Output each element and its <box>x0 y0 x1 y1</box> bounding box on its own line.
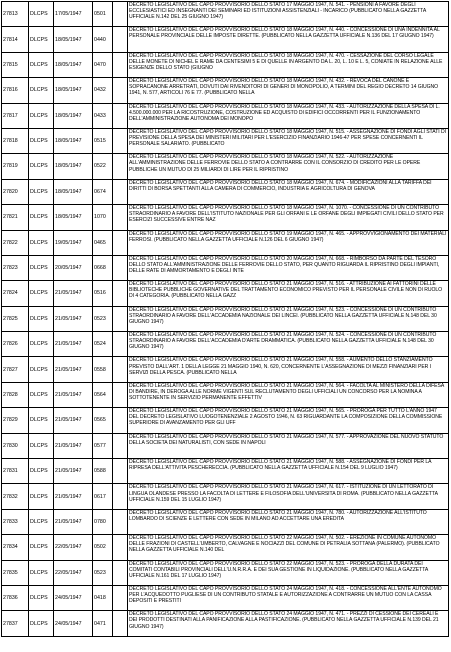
act-number: 0471 <box>93 611 113 636</box>
act-type: DLCPS <box>29 408 54 433</box>
blank-cell <box>113 382 128 407</box>
act-type: DLCPS <box>29 205 54 230</box>
blank-cell <box>113 230 128 255</box>
decree-description: DECRETO LEGISLATIVO DEL CAPO PROVVISORIO DELLO STATO 21 MAGGIO 1947, N. 524. - CONCESSIONE DI UN CONTRIBUTO STRAORDINARIO A FAVORE DELL'ACCADEMIA D'ARTE DRAMMATICA. (PUBBLICATO NELLA GAZZETTA UFFICIALE N.148 DEL 30 GIUGNO 1947) <box>128 332 449 357</box>
record-number: 27832 <box>2 484 29 509</box>
blank-cell <box>113 306 128 331</box>
table-row <box>2 230 449 255</box>
act-number: 0577 <box>93 433 113 458</box>
table-row <box>2 154 449 179</box>
table-row <box>2 509 449 534</box>
act-type: DLCPS <box>29 611 54 636</box>
act-date: 21/05/1947 <box>54 306 93 331</box>
decree-description: DECRETO LEGISLATIVO DEL CAPO PROVVISORIO DELLO STATO 21 MAGGIO 1947, N. 523. - CONCESSIONE DI UN CONTRIBUTO STRAORDINARIO A FAVORE DELL'ACCADEMIA NAZIONALE DEI LINCEI. (PUBBLICATO NELLA GAZZETTA UFFICIALE N.148 DEL 30 GIUGNO 1947) <box>128 306 449 331</box>
act-date: 18/05/1947 <box>54 27 93 52</box>
table-row <box>2 281 449 306</box>
act-date: 21/05/1947 <box>54 408 93 433</box>
blank-cell <box>113 154 128 179</box>
table-row <box>2 27 449 52</box>
table-row <box>2 128 449 153</box>
table-row <box>2 52 449 77</box>
act-number: 0440 <box>93 27 113 52</box>
act-date: 18/05/1947 <box>54 205 93 230</box>
record-number: 27823 <box>2 255 29 280</box>
act-type: DLCPS <box>29 509 54 534</box>
blank-cell <box>113 357 128 382</box>
act-date: 21/05/1947 <box>54 509 93 534</box>
record-number: 27825 <box>2 306 29 331</box>
act-date: 21/05/1947 <box>54 382 93 407</box>
act-number: 0470 <box>93 52 113 77</box>
table-row <box>2 357 449 382</box>
blank-cell <box>113 433 128 458</box>
act-number: 1070 <box>93 205 113 230</box>
act-number: 0668 <box>93 255 113 280</box>
act-number: 0780 <box>93 509 113 534</box>
decree-description: DECRETO LEGISLATIVO DEL CAPO PROVVISORIO DELLO STATO 21 MAGGIO 1947, N. 564. - FACOLTA AL MINISTERO DELLA DIFESA DI BANDIRE, IN DEROGA ALLE NORME VIGENTI SUL RECLUTAMENTO DEGLI UFFICIALI UN CONCORSO PER LA NOMINA A SOTTOTENENTE IN SERVIZIO PERMANENTE EFFETTIV <box>128 382 449 407</box>
table-row <box>2 433 449 458</box>
blank-cell <box>113 255 128 280</box>
blank-cell <box>113 2 128 27</box>
act-number: 0432 <box>93 78 113 103</box>
record-number: 27824 <box>2 281 29 306</box>
blank-cell <box>113 611 128 636</box>
record-number: 27835 <box>2 560 29 585</box>
act-type: DLCPS <box>29 560 54 585</box>
act-type: DLCPS <box>29 230 54 255</box>
act-number: 0558 <box>93 357 113 382</box>
act-number: 0523 <box>93 306 113 331</box>
act-type: DLCPS <box>29 332 54 357</box>
decree-description: DECRETO LEGISLATIVO DEL CAPO PROVVISORIO DELLO STATO 19 MAGGIO 1947, N. 465. - APPROVVIGIONAMENTO DEI MATERIALI FERROSI. (PUBBLICATO NELLA GAZZETTA UFFICIALE N.126 DEL 6 GIUGNO 1947) <box>128 230 449 255</box>
table-row <box>2 535 449 560</box>
record-number: 27815 <box>2 52 29 77</box>
record-number: 27817 <box>2 103 29 128</box>
record-number: 27829 <box>2 408 29 433</box>
act-type: DLCPS <box>29 433 54 458</box>
record-number: 27833 <box>2 509 29 534</box>
act-date: 18/05/1947 <box>54 103 93 128</box>
decree-register-table <box>1 1 449 637</box>
table-row <box>2 306 449 331</box>
table-row <box>2 459 449 484</box>
table-row <box>2 560 449 585</box>
table-row <box>2 332 449 357</box>
act-date: 21/05/1947 <box>54 332 93 357</box>
act-type: DLCPS <box>29 78 54 103</box>
record-number: 27837 <box>2 611 29 636</box>
act-number: 0522 <box>93 154 113 179</box>
act-date: 19/05/1947 <box>54 230 93 255</box>
decree-description: DECRETO LEGISLATIVO DEL CAPO PROVVISORIO DELLO STATO 18 MAGGIO 1947, N. 440. - CONCESSIONE DI UNA INDENNITA AL PERSONALE PROVINCIALE DELLE IMPOSTE DIRETTE. (PUBBLICATO NELLA GAZZETTA UFFICIALE N.136 DEL 17 GIUGNO 1947) <box>128 27 449 52</box>
record-number: 27828 <box>2 382 29 407</box>
act-number: 0465 <box>93 230 113 255</box>
blank-cell <box>113 179 128 204</box>
act-date: 18/05/1947 <box>54 128 93 153</box>
table-row <box>2 484 449 509</box>
table-row <box>2 103 449 128</box>
record-number: 27814 <box>2 27 29 52</box>
decree-description: DECRETO LEGISLATIVO DEL CAPO PROVVISORIO DELLO STATO 21 MAGGIO 1947, N. 617. - ISTITUZIONE DI UN LETTORATO DI LINGUA OLANDESE PRESSO LA FACOLTA DI LETTERE E FILOSOFIA DELL'UNIVERSITA DI ROMA. (PUBBLICATO NELLA GAZZETTA UFFICIALE N.159 DEL 15 LUGLIO 1947) <box>128 484 449 509</box>
table-row <box>2 78 449 103</box>
act-type: DLCPS <box>29 306 54 331</box>
act-date: 21/05/1947 <box>54 484 93 509</box>
decree-description: DECRETO LEGISLATIVO DEL CAPO PROVVISORIO DELLO STATO 17 MAGGIO 1947, N. 541. - PENSIONI A FAVORE DEGLI ECCLESIASTICI ED INSEGNANTI DEI SEMINARI ED ISTITUZIONI ASSISTENZIALI - INCARICO (PUBBLICATO NELLA GAZZETTA UFFICIALE N.142 DEL 25 GIUGNO 1947) <box>128 2 449 27</box>
decree-description: DECRETO LEGISLATIVO DEL CAPO PROVVISORIO DELLO STATO 21 MAGGIO 1947, N. 577. - APPROVAZIONE DEL NUOVO STATUTO DELLA SOCIETA DEI NATURALISTI, CON SEDE IN NAPOLI <box>128 433 449 458</box>
act-date: 22/05/1947 <box>54 535 93 560</box>
act-number: 0674 <box>93 179 113 204</box>
blank-cell <box>113 585 128 610</box>
decree-description: DECRETO LEGISLATIVO DEL CAPO PROVVISORIO DELLO STATO 18 MAGGIO 1947, N. 470. - CESSAZIONE DEL CORSO LEGALE DELLE MONETE DI NICHEL E RAME DA CENTESIMI 5 E DI QUELLE IN ARGENTO DA L. 20, L. 10 E L. 5, CONIATE IN RELAZIONE ALLE ESIGENZE DELLO STATO (GIUGNO <box>128 52 449 77</box>
decree-description: DECRETO LEGISLATIVO DEL CAPO PROVVISORIO DELLO STATO 22 MAGGIO 1947, N. 502. - EREZIONE IN COMUNE AUTONOMO DELLE FRAZIONI DI CASTELL'UMBERTO, CALVAGNE E NOCIAZZI DEL COMUNE DI PETRALIA SOTTANA (PALERMO). (PUBBLICATO NELLA GAZZETTA UFFICIALE N.140 DEL <box>128 535 449 560</box>
record-number: 27820 <box>2 179 29 204</box>
decree-description: DECRETO LEGISLATIVO DEL CAPO PROVVISORIO DELLO STATO 24 MAGGIO 1947, N. 418. - CONCESSIONE ALL'ENTE AUTONOMO PER L'ACQUEDOTTO PUGLIESE DI UN CONTRIBUTO STATALE E AUTORIZZAZIONE A CONTRARRE UN MUTUO CON LA CASSA DEPOSITI E PRESTITI <box>128 585 449 610</box>
decree-description: DECRETO LEGISLATIVO DEL CAPO PROVVISORIO DELLO STATO 20 MAGGIO 1947, N. 668. - RIMBORSO DA PARTE DEL TESORO DELLO STATO ALL'AMMINISTRAZIONE DELLE FERROVIE DELLO STATO, PER QUANTO RIGUARDA IL RIPRISTINO DEGLI IMPIANTI, DELLE RATE DI AMMORTAMENTO E DEGLI INTE <box>128 255 449 280</box>
blank-cell <box>113 408 128 433</box>
act-number: 0418 <box>93 585 113 610</box>
act-date: 24/05/1947 <box>54 585 93 610</box>
act-type: DLCPS <box>29 103 54 128</box>
act-number: 0516 <box>93 281 113 306</box>
act-date: 21/05/1947 <box>54 433 93 458</box>
record-number: 27836 <box>2 585 29 610</box>
act-number: 0588 <box>93 459 113 484</box>
blank-cell <box>113 78 128 103</box>
decree-description: DECRETO LEGISLATIVO DEL CAPO PROVVISORIO DELLO STATO 18 MAGGIO 1947, N. 433. - AUTORIZZAZIONE DELLA SPESA DI L. 4.500.000.000 PER LA RICOSTRUZIONE, COSTRUZIONE ED ACQUISTO DI EDIFICI OCCORRENTI PER IL FUNZIONAMENTO DELL'AMMINISTRAZIONE AUTONOMA DEI MONOPO <box>128 103 449 128</box>
act-number: 0617 <box>93 484 113 509</box>
act-date: 18/05/1947 <box>54 78 93 103</box>
blank-cell <box>113 281 128 306</box>
act-type: DLCPS <box>29 2 54 27</box>
blank-cell <box>113 128 128 153</box>
decree-description: DECRETO LEGISLATIVO DEL CAPO PROVVISORIO DELLO STATO 21 MAGGIO 1947, N. 780. - AUTORIZZAZIONE ALL'ISTITUTO LOMBARDO DI SCIENZE E LETTERE CON SEDE IN MILANO AD ACCETTARE UNA EREDITA <box>128 509 449 534</box>
act-type: DLCPS <box>29 179 54 204</box>
blank-cell <box>113 205 128 230</box>
act-number: 0433 <box>93 103 113 128</box>
table-row <box>2 382 449 407</box>
act-date: 21/05/1947 <box>54 281 93 306</box>
decree-description: DECRETO LEGISLATIVO DEL CAPO PROVVISORIO DELLO STATO 21 MAGGIO 1947, N. 588. - ASSEGNAZIONE DI FONDI PER LA RIPRESA DELL'ATTIVITA PESCHERECCIA. (PUBBLICATO NELLA GAZZETTA UFFICIALE N.154 DEL 9 LUGLIO 1947) <box>128 459 449 484</box>
act-date: 20/05/1947 <box>54 255 93 280</box>
record-number: 27821 <box>2 205 29 230</box>
record-number: 27826 <box>2 332 29 357</box>
decree-description: DECRETO LEGISLATIVO DEL CAPO PROVVISORIO DELLO STATO 22 MAGGIO 1947, N. 523. - PROROGA DELLA DURATA DEI COMITATI CONTABILI PROVINCIALI DELL'U.N.R.R.A. E DEI SUA GESTIONE IN LIQUIDAZIONE. (PUBBLICATO NELLA GAZZETTA UFFICIALE N.161 DEL 17 LUGLIO 1947) <box>128 560 449 585</box>
record-number: 27816 <box>2 78 29 103</box>
act-type: DLCPS <box>29 535 54 560</box>
act-type: DLCPS <box>29 128 54 153</box>
act-date: 18/05/1947 <box>54 154 93 179</box>
act-type: DLCPS <box>29 585 54 610</box>
act-number: 0515 <box>93 128 113 153</box>
act-type: DLCPS <box>29 281 54 306</box>
decree-description: DECRETO LEGISLATIVO DEL CAPO PROVVISORIO DELLO STATO 21 MAGGIO 1947, N. 565. - PROROGA PER TUTTO L'ANNO 1947 DEL DECRETO LEGISLATIVO LUOGOTENENZIALE 2 AGOSTO 1946, N. 63 RIGUARDANTE LA COMPOSIZIONE DELLA COMMISSIONE SUPERIORE DI AVANZAMENTO PER GLI UFF <box>128 408 449 433</box>
table-row <box>2 611 449 636</box>
blank-cell <box>113 509 128 534</box>
table-row <box>2 2 449 27</box>
act-type: DLCPS <box>29 382 54 407</box>
decree-description: DECRETO LEGISLATIVO DEL CAPO PROVVISORIO DELLO STATO 24 MAGGIO 1947, N. 471. - PREZZI DI CESSIONE DEI CEREALI E DEI PRODOTTI DESTINATI ALLA PANIFICAZIONE ALLA PASTIFICAZIONE. (PUBBLICATO NELLA GAZZETTA UFFICIALE N.139 DEL 21 GIUGNO 1947) <box>128 611 449 636</box>
record-number: 27831 <box>2 459 29 484</box>
table-row <box>2 205 449 230</box>
decree-description: DECRETO LEGISLATIVO DEL CAPO PROVVISORIO DELLO STATO 18 MAGGIO 1947, N. 674. - MODIFICAZIONI ALLA TARIFFA DEI DIRITTI DI BORSA SPETTANTI ALLA CAMERA DI COMMERCIO, INDUSTRIA E AGRICOLTURA DI GENOVA <box>128 179 449 204</box>
act-type: DLCPS <box>29 52 54 77</box>
table-row <box>2 408 449 433</box>
decree-description: DECRETO LEGISLATIVO DEL CAPO PROVVISORIO DELLO STATO 21 MAGGIO 1947, N. 516. - ATTRIBUZIONE AI FATTORINI DELLE BIBLIOTECHE PUBBLICHE GOVERNATIVE DEL TRATTAMENTO ECONOMICO PREVISTO PER IL PERSONALE CIVILE NON DI RUOLO DI 4 CATEGORIA. (PUBBLICATO NELLA GAZZ <box>128 281 449 306</box>
decree-description: DECRETO LEGISLATIVO DEL CAPO PROVVISORIO DELLO STATO 18 MAGGIO 1947, N. 432. - REVOCA DEL CANONE E SOPRACANONE ARRETRATI, DOVUTI DAI RIVENDITORI DI GENERI DI MONOPOLIO, A TERMINI DEL REGIO DECRETO 14 GIUGNO 1941, N. 577, ARTICOLI 76 E 77. (PUBBLICATO NELLA <box>128 78 449 103</box>
record-number: 27813 <box>2 2 29 27</box>
act-date: 17/05/1947 <box>54 2 93 27</box>
decree-description: DECRETO LEGISLATIVO DEL CAPO PROVVISORIO DELLO STATO 18 MAGGIO 1947, N. 1070. - CONCESSIONE DI UN CONTRIBUTO STRAORDINARIO A FAVORE DELL'ISTITUTO NAZIONALE PER GLI ORFANI E LE ORFANE DEGLI IMPIEGATI CIVILI DELLO STATO PER ESERCIZI SUCCESSIVE ENTRE NAZ <box>128 205 449 230</box>
act-type: DLCPS <box>29 459 54 484</box>
decree-register-body <box>2 2 449 637</box>
act-date: 24/05/1947 <box>54 611 93 636</box>
act-type: DLCPS <box>29 484 54 509</box>
record-number: 27819 <box>2 154 29 179</box>
act-date: 21/05/1947 <box>54 357 93 382</box>
decree-description: DECRETO LEGISLATIVO DEL CAPO PROVVISORIO DELLO STATO 18 MAGGIO 1947, N. 515. - ASSEGNAZIONE DI FONDI AGLI STATI DI PREVISIONE DELLA SPESA DEI MINISTERI MILITARI PER L'ESERCIZIO FINANZIARIO 1946-47 PER SPESE CONCERNENTI IL PERSONALE SALARIATO. (PUBBLICATO <box>128 128 449 153</box>
table-row <box>2 585 449 610</box>
record-number: 27834 <box>2 535 29 560</box>
decree-description: DECRETO LEGISLATIVO DEL CAPO PROVVISORIO DELLO STATO 18 MAGGIO 1947, N. 522. - AUTORIZZAZIONE ALL'AMMINISTRAZIONE DELLE FERROVIE DELLO STATO A CONTRARRE CON IL CONSORZIO DI CREDITO PER LE OPERE PUBBLICHE UN MUTUO DI 25 MILIARDI DI LIRE PER IL RIPRISTINO <box>128 154 449 179</box>
act-date: 18/05/1947 <box>54 52 93 77</box>
blank-cell <box>113 52 128 77</box>
act-number: 0501 <box>93 2 113 27</box>
act-type: DLCPS <box>29 255 54 280</box>
decree-description: DECRETO LEGISLATIVO DEL CAPO PROVVISORIO DELLO STATO 21 MAGGIO 1947, N. 558. - AUMENTO DELLO STANZIAMENTO PREVISTO DALL'ART. 1 DELLA LEGGE 21 MAGGIO 1940, N. 620, CONCERNENTE L'ASSEGNAZIONE DI MEZZI FINANZIARI PER I SERVIZI DELLA PESCA. (PUBBLICATO NELLA <box>128 357 449 382</box>
act-date: 21/05/1947 <box>54 459 93 484</box>
record-number: 27818 <box>2 128 29 153</box>
act-number: 0524 <box>93 332 113 357</box>
blank-cell <box>113 459 128 484</box>
blank-cell <box>113 103 128 128</box>
act-date: 18/05/1947 <box>54 179 93 204</box>
blank-cell <box>113 27 128 52</box>
blank-cell <box>113 535 128 560</box>
act-number: 0564 <box>93 382 113 407</box>
record-number: 27830 <box>2 433 29 458</box>
act-type: DLCPS <box>29 154 54 179</box>
record-number: 27822 <box>2 230 29 255</box>
act-number: 0523 <box>93 560 113 585</box>
blank-cell <box>113 484 128 509</box>
act-number: 0502 <box>93 535 113 560</box>
act-type: DLCPS <box>29 27 54 52</box>
record-number: 27827 <box>2 357 29 382</box>
table-row <box>2 179 449 204</box>
act-type: DLCPS <box>29 357 54 382</box>
act-date: 22/05/1947 <box>54 560 93 585</box>
blank-cell <box>113 560 128 585</box>
table-row <box>2 255 449 280</box>
blank-cell <box>113 332 128 357</box>
act-number: 0565 <box>93 408 113 433</box>
